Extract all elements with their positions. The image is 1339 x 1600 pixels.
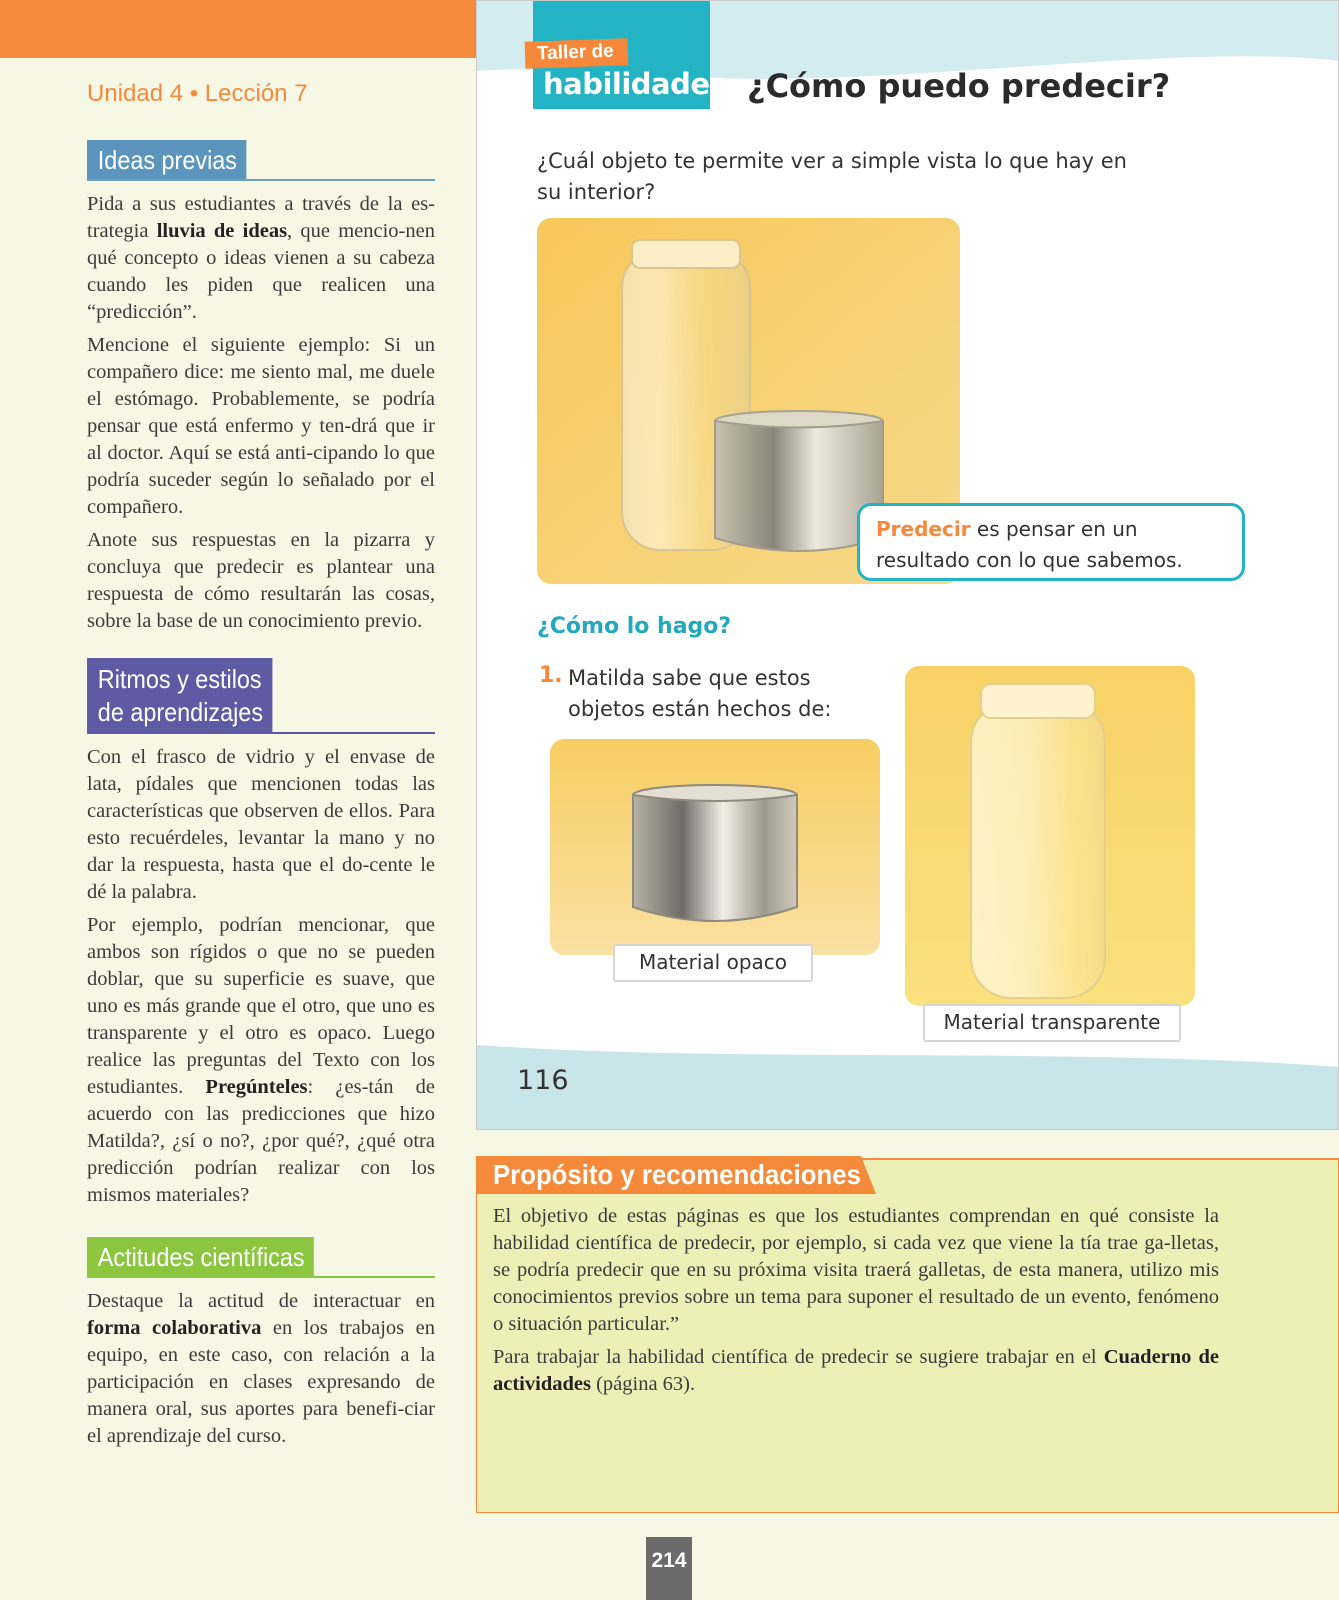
unit-lesson-title: Unidad 4 • Lección 7 <box>87 80 308 107</box>
metal-can-illustration <box>550 739 880 955</box>
purpose-text <box>493 1203 1219 1404</box>
purpose-paragraph-1: El objetivo de estas páginas es que los estudiantes comprendan en qué consiste la habilidad científica de predecir, por ejemplo, si cada vez que viene la tía trae ga-lletas, se podría predecir que en su próxima visita traerá galletas, de esta manera, utilizo mis conocimientos previos sobre un tema para suponer el resultado de un evento, fenómeno o situación particular.” <box>493 1205 1219 1335</box>
transparent-material-label: Material transparente <box>923 1004 1181 1042</box>
ideas-previas-heading <box>87 140 435 181</box>
actitudes-heading <box>87 1237 435 1278</box>
ideas-previas-section <box>87 140 435 635</box>
actitudes-paragraph-1: Destaque la actitud de interactuar en forma colaborativa en los trabajos en equipo, en este caso, con relación a la participación en clases expresando de manera oral, sus aportes para benefi-ciar el aprendizaje del curso. <box>87 1290 435 1447</box>
taller-tag: Taller de <box>525 38 629 69</box>
bottom-wave-decoration <box>477 1031 1339 1130</box>
student-page <box>476 0 1339 1130</box>
how-to-heading: ¿Cómo lo hago? <box>537 614 732 639</box>
student-page-number: 116 <box>517 1065 569 1096</box>
jar-photo <box>905 666 1195 1006</box>
opaque-material-label: Material opaco <box>613 944 813 982</box>
purpose-title: Propósito y recomendaciones <box>493 1159 861 1190</box>
header-orange-band <box>0 0 476 58</box>
ideas-previas-paragraph-3: Anote sus respuestas en la pizarra y concluya que predecir es plantear una respuesta de cómo resultarán las cosas, sobre la base de un conocimiento previo. <box>87 529 435 632</box>
actitudes-section <box>87 1237 435 1450</box>
can-photo <box>550 739 880 955</box>
ritmos-heading <box>87 658 435 734</box>
ideas-previas-paragraph-2: Mencione el siguiente ejemplo: Si un compañero dice: me siento mal, me duele el estómago. Probablemente, se podría pensar que está enfermo y ten-drá que ir al doctor. Aquí se está anti-cipando lo que podría suceder según lo señalado por el compañero. <box>87 334 435 518</box>
ritmos-section <box>87 658 435 1209</box>
step-text: Matilda sabe que estos objetos están hechos de: <box>568 666 832 721</box>
actitudes-title: Actitudes científicas <box>87 1237 314 1276</box>
step-number: 1. <box>539 663 563 688</box>
predict-keyword: Predecir <box>876 517 971 541</box>
glass-jar-illustration <box>905 666 1195 1006</box>
student-page-title: ¿Cómo puedo predecir? <box>747 67 1171 105</box>
ideas-previas-paragraph-1: Pida a sus estudiantes a través de la es-trategia lluvia de ideas, que mencio-nen qué concepto o ideas vienen a su cabeza cuando les piden que realicen una “predicción”. <box>87 193 435 323</box>
predict-definition-callout: Predecir es pensar en un resultado con lo que sabemos. <box>857 503 1245 581</box>
ritmos-paragraph-1: Con el frasco de vidrio y el envase de lata, pídales que mencionen todas las características que observen de ellos. Para esto recuérdeles, levantar la mano y no dar la respuesta, hasta que el do-cente le dé la palabra. <box>87 746 435 903</box>
ideas-previas-title: Ideas previas <box>87 140 246 179</box>
ritmos-paragraph-2: Por ejemplo, podrían mencionar, que ambos son rígidos o que no se pueden doblar, que su superficie es suave, que uno es más grande que el otro, que uno es transparente y el otro es opaco. Luego realice las preguntas del Texto con los estudiantes. Pregúnteles: ¿es-tán de acuerdo con las predicciones que hizo Matilda?, ¿sí o no?, ¿por qué?, ¿qué otra predicción podrían realizar con los mismos materiales? <box>87 914 436 1206</box>
student-question: ¿Cuál objeto te permite ver a simple vista lo que hay en su interior? <box>537 149 1127 204</box>
footer-page-number: 214 <box>646 1537 692 1600</box>
ritmos-title: Ritmos y estilos de aprendizajes <box>87 658 272 732</box>
purpose-paragraph-2: Para trabajar la habilidad científica de predecir se sugiere trabajar en el Cuaderno de actividades (página 63). <box>493 1346 1219 1395</box>
habilidades-label: habilidades <box>543 67 727 101</box>
